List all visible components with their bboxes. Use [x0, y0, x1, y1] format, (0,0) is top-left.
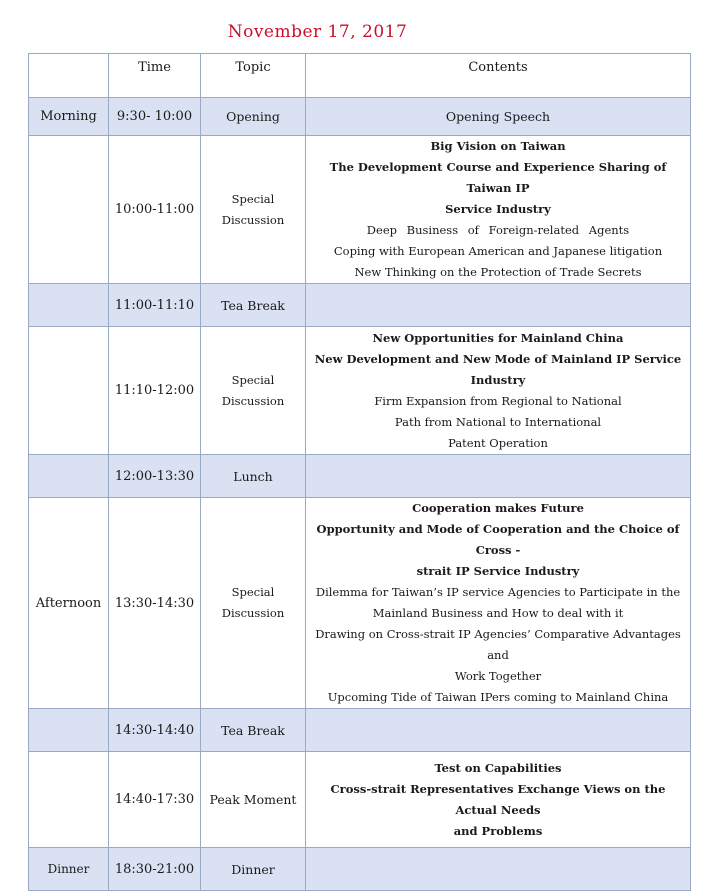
- schedule-date: November 17, 2017: [227, 22, 408, 42]
- table-row: [29, 284, 691, 327]
- content-line: The Development Course and Experience Sharing of Taiwan IP: [329, 160, 667, 195]
- header-time: Time: [109, 54, 201, 98]
- contents-cell: [306, 284, 691, 327]
- content-line: New Thinking on the Protection of Trade Secrets: [354, 265, 642, 279]
- table-row: [29, 848, 691, 891]
- contents-cell: [306, 709, 691, 752]
- contents-cell: Opening Speech: [306, 98, 691, 136]
- content-line: Path from National to International: [394, 414, 602, 429]
- content-line: Dilemma for Taiwan’s IP service Agencies to Participate in the: [315, 585, 681, 599]
- period-morning: Morning: [29, 98, 109, 136]
- time-cell: 18:30-21:00: [109, 848, 201, 891]
- contents-cell: [306, 752, 691, 848]
- time-cell: 11:10-12:00: [109, 327, 201, 455]
- topic-cell: Dinner: [201, 848, 306, 891]
- topic-line: Discussion: [221, 606, 285, 620]
- table-row: [29, 455, 691, 498]
- agenda-table: [28, 53, 691, 891]
- topic-cell: [201, 327, 306, 455]
- topic-line: Discussion: [221, 212, 285, 227]
- content-line: Work Together: [454, 669, 542, 683]
- table-row: [29, 136, 691, 284]
- table-row: [29, 327, 691, 455]
- time-cell: 13:30-14:30: [109, 498, 201, 709]
- contents-cell: [306, 327, 691, 455]
- period-cell: [29, 284, 109, 327]
- content-line: Deep Business of Foreign-related Agents: [366, 223, 630, 237]
- content-line: Mainland Business and How to deal with it: [372, 606, 624, 620]
- content-line: Service Industry: [445, 202, 551, 216]
- contents-cell: [306, 498, 691, 709]
- period-cell: [29, 136, 109, 284]
- content-line: Cross-strait Representatives Exchange Views on the Actual Needs: [330, 781, 666, 817]
- content-line: New Development and New Mode of Mainland IP Service Industry: [314, 351, 682, 387]
- topic-line: Special: [231, 191, 275, 206]
- topic-cell: Tea Break: [201, 709, 306, 752]
- header-contents: Contents: [306, 54, 691, 98]
- table-row: [29, 498, 691, 709]
- content-line: Upcoming Tide of Taiwan IPers coming to Mainland China: [327, 690, 669, 704]
- content-line: Drawing on Cross-strait IP Agencies’ Comparative Advantages and: [315, 627, 681, 662]
- content-line: Big Vision on Taiwan: [430, 139, 566, 153]
- topic-line: Discussion: [221, 393, 285, 408]
- topic-cell: [201, 498, 306, 709]
- header-period: [29, 54, 109, 98]
- time-cell: 11:00-11:10: [109, 284, 201, 327]
- time-cell: 14:40-17:30: [109, 752, 201, 848]
- content-line: Cooperation makes Future: [412, 501, 584, 515]
- period-cell: [29, 455, 109, 498]
- table-header-row: [29, 54, 691, 98]
- table-row: [29, 709, 691, 752]
- topic-cell: [201, 136, 306, 284]
- time-cell: 12:00-13:30: [109, 455, 201, 498]
- period-dinner: Dinner: [29, 848, 109, 891]
- topic-cell: Tea Break: [201, 284, 306, 327]
- topic-cell: Opening: [201, 98, 306, 136]
- content-line: Patent Operation: [448, 435, 548, 450]
- time-cell: 10:00-11:00: [109, 136, 201, 284]
- content-line: Test on Capabilities: [434, 760, 562, 775]
- table-row: [29, 752, 691, 848]
- contents-cell: [306, 136, 691, 284]
- content-line: Firm Expansion from Regional to National: [374, 393, 622, 408]
- topic-cell: Lunch: [201, 455, 306, 498]
- period-cell: [29, 752, 109, 848]
- period-cell: [29, 709, 109, 752]
- time-cell: 9:30- 10:00: [109, 98, 201, 136]
- content-line: Coping with European American and Japanese litigation: [333, 244, 663, 258]
- contents-cell: [306, 455, 691, 498]
- period-afternoon: Afternoon: [29, 498, 109, 709]
- content-line: and Problems: [453, 823, 543, 838]
- period-cell: [29, 327, 109, 455]
- content-line: New Opportunities for Mainland China: [372, 330, 624, 345]
- table-row: [29, 98, 691, 136]
- content-line: Opportunity and Mode of Cooperation and the Choice of Cross -: [316, 522, 680, 557]
- topic-line: Special: [231, 585, 275, 599]
- topic-cell: Peak Moment: [201, 752, 306, 848]
- contents-cell: [306, 848, 691, 891]
- header-topic: Topic: [201, 54, 306, 98]
- topic-line: Special: [231, 372, 275, 387]
- content-line: strait IP Service Industry: [416, 564, 580, 578]
- time-cell: 14:30-14:40: [109, 709, 201, 752]
